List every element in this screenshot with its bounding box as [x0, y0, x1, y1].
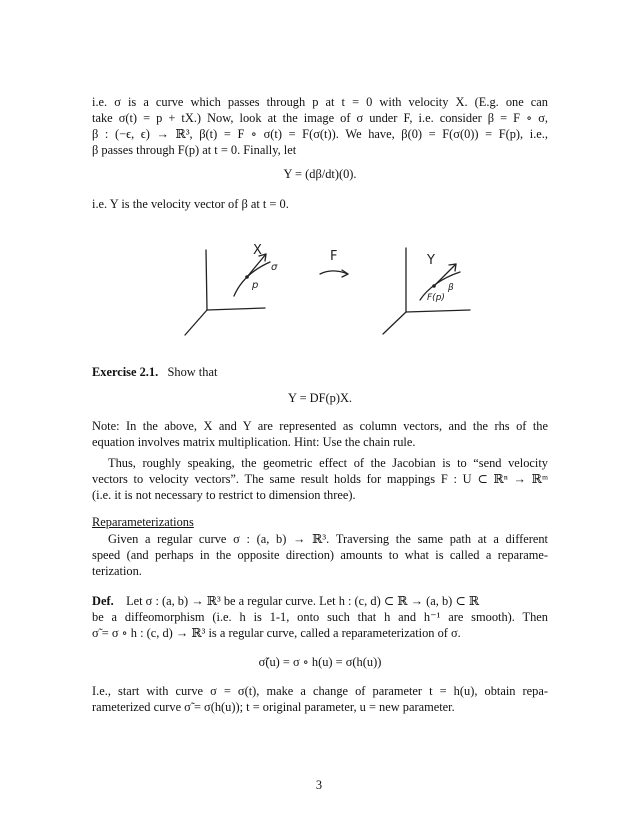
- reparam-line-3: terization.: [92, 564, 142, 578]
- label-X: X: [253, 243, 262, 258]
- page-number: 3: [315, 778, 323, 792]
- left-axis-vertical: [206, 250, 207, 310]
- label-p: p: [252, 280, 259, 291]
- equation-Y: Y = (dβ/dt)(0).: [283, 167, 357, 181]
- reparam-line-1: Given a regular curve σ : (a, b) → ℝ³. Traversing the same path at a different: [108, 532, 548, 546]
- closing-line-2: rameterized curve σ̃ = σ(h(u)); t = original parameter, u = new parameter.: [92, 700, 455, 714]
- intro-line-3: β : (−ϵ, ϵ) → ℝ³, β(t) = F ∘ σ(t) = F(σ(t)). We have, β(0) = F(σ(0)) = F(p), i.e.,: [92, 127, 548, 141]
- def-line-3: σ̃ = σ ∘ h : (c, d) → ℝ³ is a regular curve, called a reparameterization of σ.: [92, 626, 461, 640]
- note-line-1: Note: In the above, X and Y are represented as column vectors, and the rhs of the: [92, 419, 548, 433]
- exercise-text: Show that: [167, 365, 218, 379]
- thus-line-2: vectors to velocity vectors”. The same result holds for mappings F : U ⊂ ℝⁿ → ℝᵐ: [92, 472, 548, 486]
- right-axis-horizontal: [406, 310, 470, 312]
- label-Fp: F(p): [427, 293, 445, 303]
- velocity-line: i.e. Y is the velocity vector of β at t = 0.: [92, 197, 289, 211]
- left-axis-horizontal: [207, 308, 265, 310]
- exercise-line: [92, 364, 548, 380]
- closing-line-1: I.e., start with curve σ = σ(t), make a change of parameter t = h(u), obtain repa-: [92, 684, 548, 698]
- left-axes: [185, 250, 265, 335]
- label-Y: Y: [427, 253, 435, 268]
- intro-line-2: take σ(t) = p + tX.) Now, look at the image of σ under F, i.e. consider β = F ∘ σ,: [92, 111, 548, 125]
- def-line-1-text: Let σ : (a, b) → ℝ³ be a regular curve. Let h : (c, d) ⊂ ℝ → (a, b) ⊂ ℝ: [126, 594, 480, 608]
- intro-line-4: β passes through F(p) at t = 0. Finally, let: [92, 143, 297, 157]
- exercise-equation: Y = DF(p)X.: [287, 391, 352, 405]
- left-axis-diagonal: [185, 310, 207, 335]
- def-line-1: [92, 593, 548, 609]
- reparam-line-2: speed (and perhaps in the opposite direction) amounts to what is called a reparame-: [92, 548, 548, 562]
- def-line-2: be a diffeomorphism (i.e. h is 1-1, onto such that h and h⁻¹ are smooth). Then: [92, 610, 548, 624]
- exercise-heading: Exercise 2.1.: [92, 365, 159, 379]
- sketch-svg: [170, 230, 490, 350]
- thus-line-3: (i.e. it is not necessary to restrict to dimension three).: [92, 488, 356, 502]
- reparam-heading: Reparameterizations: [92, 515, 194, 529]
- note-line-2: equation involves matrix multiplication. Hint: Use the chain rule.: [92, 435, 416, 449]
- label-sigma: σ: [271, 262, 278, 273]
- def-heading: Def.: [92, 594, 114, 608]
- thus-line-1: Thus, roughly speaking, the geometric effect of the Jacobian is to “send velocity: [108, 456, 548, 470]
- intro-line-1: i.e. σ is a curve which passes through p at t = 0 with velocity X. (E.g. one can: [92, 95, 548, 109]
- right-axis-diagonal: [383, 312, 406, 334]
- sketch-figure: [170, 230, 490, 350]
- def-equation: σ̃(u) = σ ∘ h(u) = σ(h(u)): [258, 655, 382, 669]
- label-beta: β: [448, 283, 454, 293]
- label-F: F: [330, 249, 338, 264]
